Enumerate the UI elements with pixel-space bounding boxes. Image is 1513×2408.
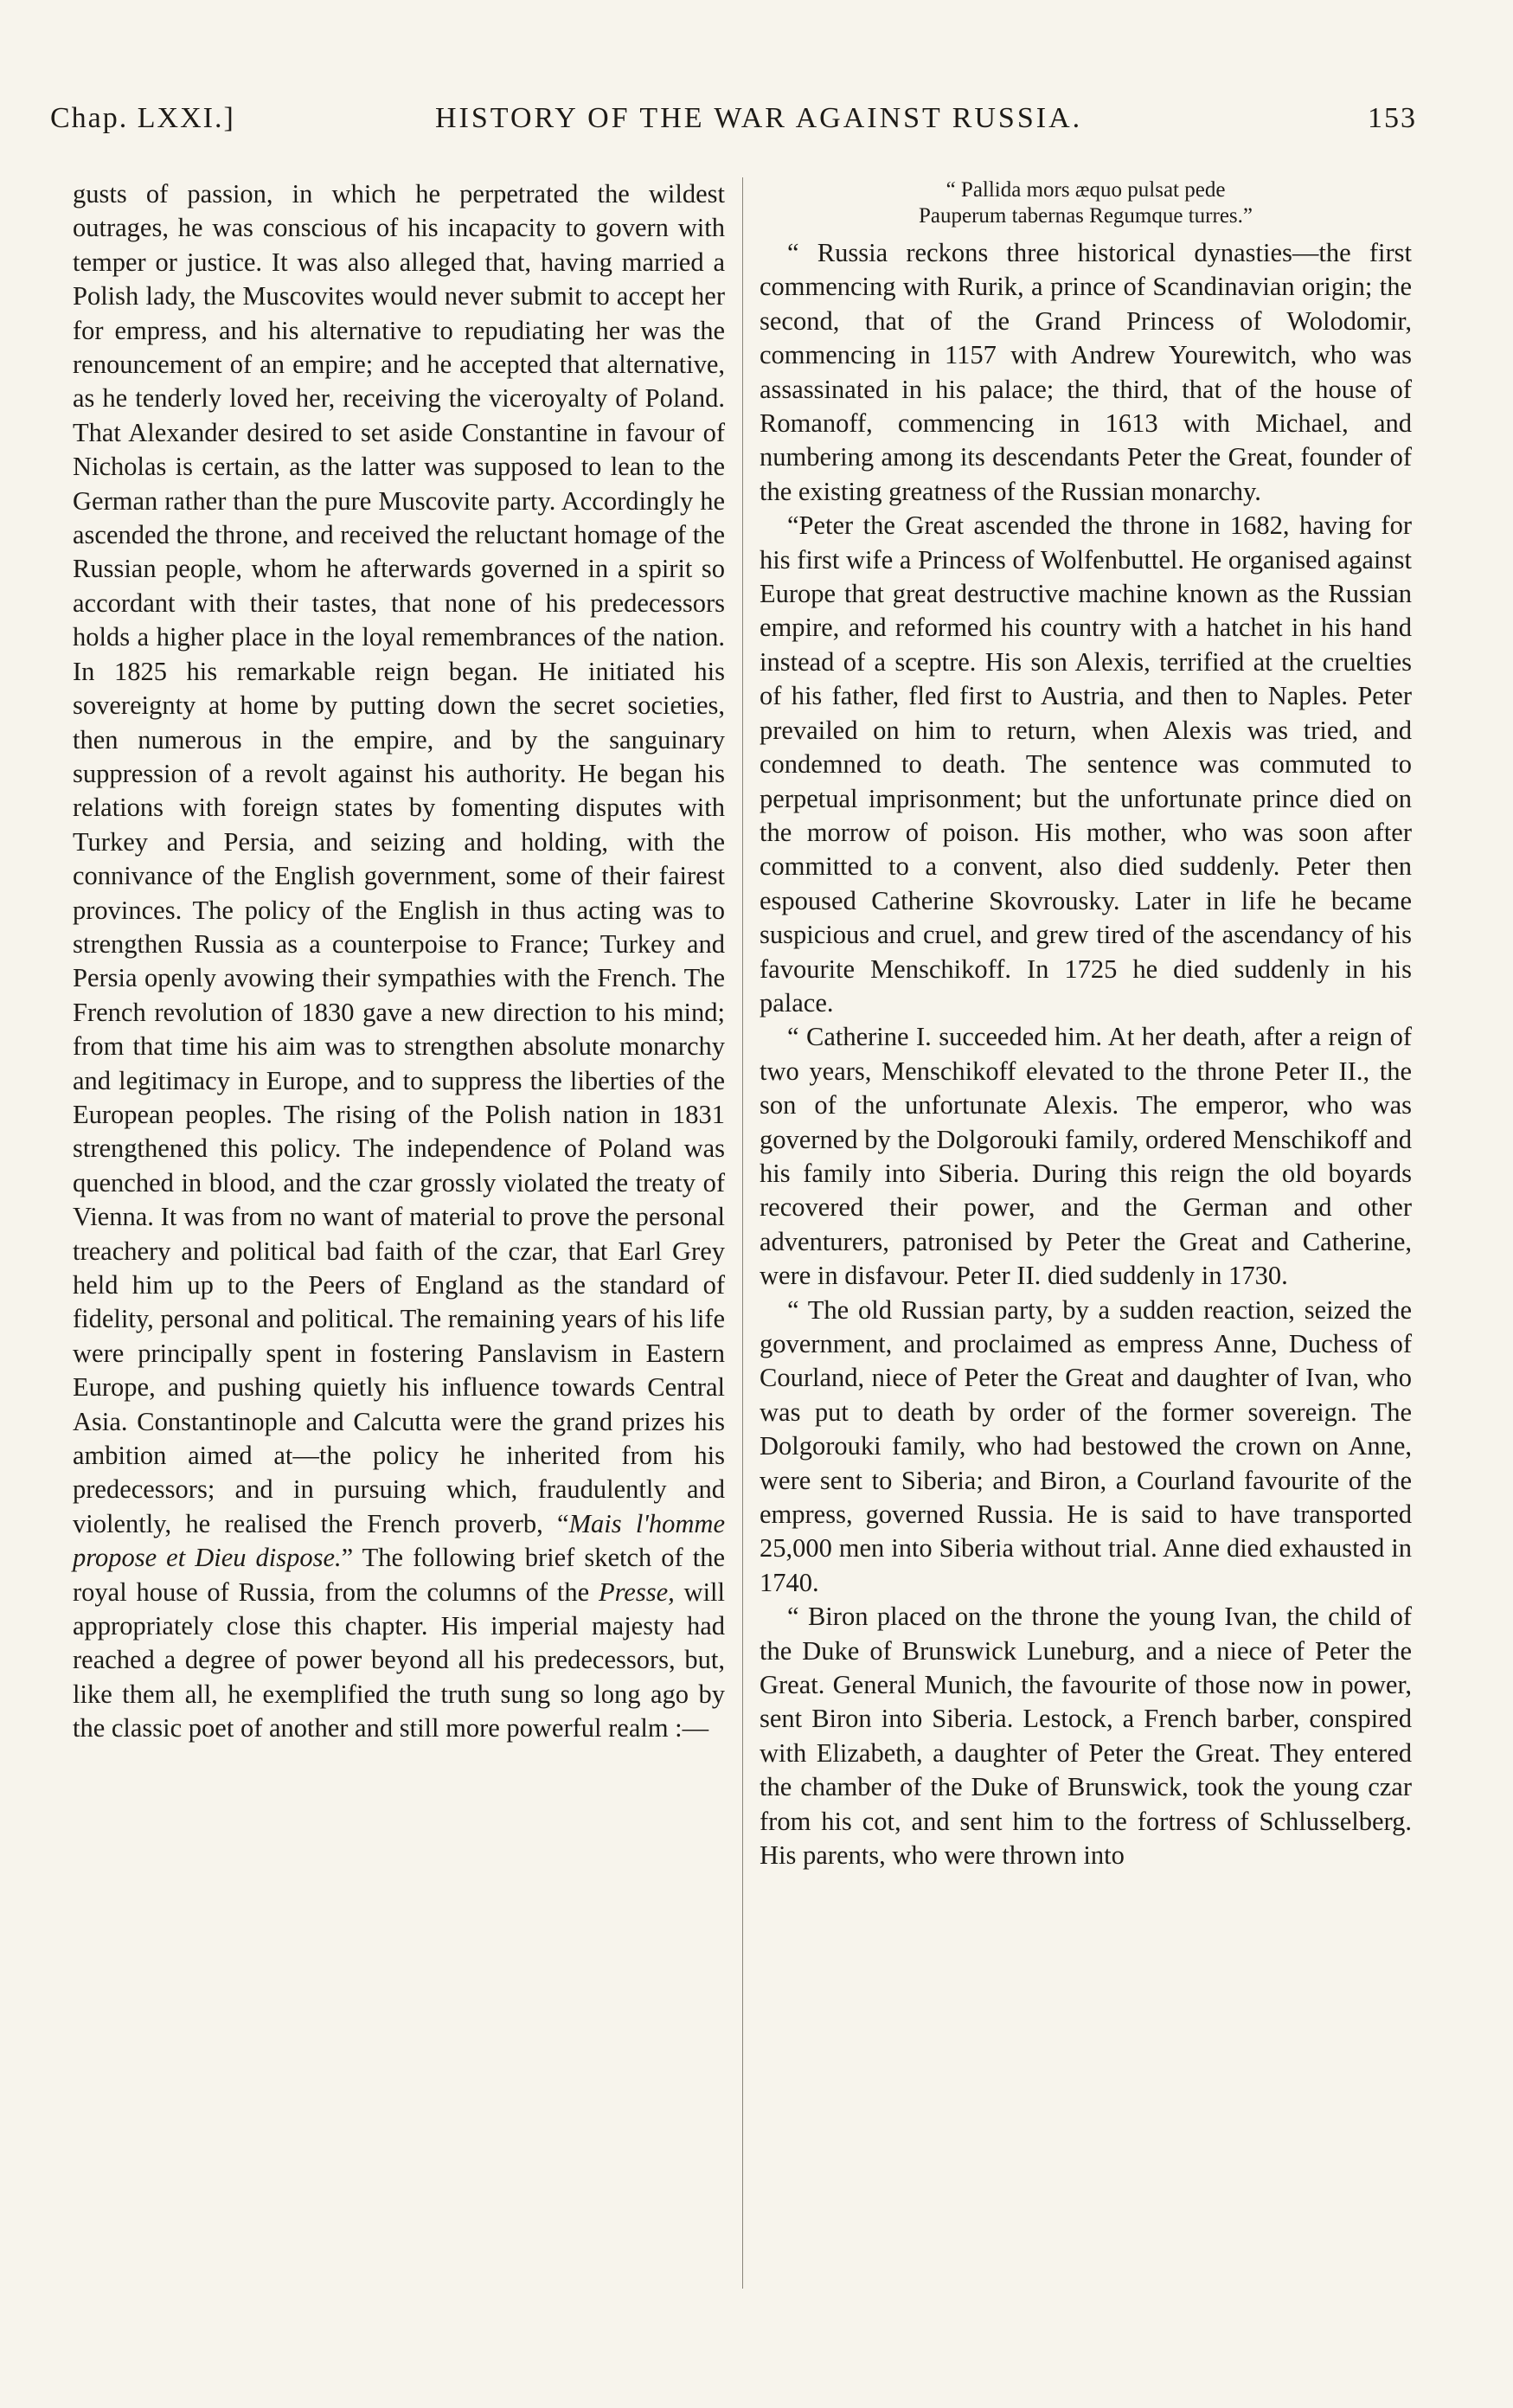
- right-column: [760, 177, 1412, 1873]
- page-number: 153: [1368, 102, 1417, 134]
- latin-quote: [760, 177, 1412, 229]
- page-header: [50, 102, 1417, 145]
- chapter-label: Chap. LXXI.]: [50, 102, 235, 134]
- paragraph-peter-the-great: “Peter the Great ascended the throne in 1682, having for his first wife a Princess of Wolfenbuttel. He organised against Europe that great destructive machine known as the Russian empire, and reformed his country with a hatchet in his hand instead of a sceptre. His son Alexis, terrified at the cruelties of his father, fled first to Austria, and then to Naples. Peter prevailed on him to return, when Alexis was tried, and condemned to death. The sentence was commuted to perpetual imprisonment; but the unfortunate prince died on the morrow of poison. His mother, who was soon after committed to a convent, also died suddenly. Peter then espoused Catherine Skovrousky. Later in life he became suspicious and cruel, and grew tired of the ascendancy of his favourite Menschikoff. In 1725 he died suddenly in his palace.: [760, 510, 1412, 1018]
- running-title: HISTORY OF THE WAR AGAINST RUSSIA.: [435, 102, 1083, 134]
- paragraph-dynasties: “ Russia reckons three historical dynasties—the first commencing with Rurik, a prince of Scandinavian origin; the second, that of the Grand Princess of Wolodomir, commencing in 1157 with Andrew Yourewitch, who was assassinated in his palace; the third, that of the house of Romanoff, commencing in 1613 with Michael, and numbering among its descendants Peter the Great, founder of the existing greatness of the Russian monarchy.: [760, 238, 1412, 506]
- left-text-b: ” The following brief sketch of the royal house of Russia, from the columns of the: [73, 1543, 725, 1607]
- paragraph-catherine: “ Catherine I. succeeded him. At her death, after a reign of two years, Menschikoff elevated to the throne Peter II., the son of the unfortunate Alexis. The emperor, who was governed by the Dolgorouki family, ordered Menschikoff and his family into Siberia. During this reign the old boyards recovered their power, and the German and other adventurers, patronised by Peter the Great and Catherine, were in disfavour. Peter II. died suddenly in 1730.: [760, 1022, 1412, 1291]
- column-divider: [742, 177, 743, 2289]
- quote-line-1: “ Pallida mors æquo pulsat pede: [946, 178, 1226, 202]
- paragraph-anne: “ The old Russian party, by a sudden reaction, seized the government, and proclaimed as empress Anne, Duchess of Courland, niece of Peter the Great and daughter of Ivan, who was put to death by order of the former sovereign. The Dolgorouki family, who had bestowed the crown on Anne, were sent to Siberia; and Biron, a Courland favourite of the empress, governed Russia. He is said to have transported 25,000 men into Siberia without trial. Anne died exhausted in 1740.: [760, 1294, 1412, 1597]
- left-paragraph: [73, 177, 725, 1746]
- french-proverb: Mais l'homme propose et Dieu dispose.: [73, 1508, 725, 1573]
- presse-title: Presse,: [598, 1576, 675, 1607]
- quote-line-2: Pauperum tabernas Regumque turres.”: [919, 204, 1253, 228]
- left-text-a: gusts of passion, in which he perpetrated the wildest outrages, he was conscious of his incapacity to govern with temper or justice. It was also alleged that, having married a Polish lady, the Muscovites would never submit to accept her for empress, and his alternative to repudiating her was the renouncement of an empire; and he accepted that alternative, as he tenderly loved her, receiving the viceroyalty of Poland. That Alexander desired to set aside Constantine in favour of Nicholas is certain, as the latter was supposed to lean to the German rather than the pure Muscovite party. Accordingly he ascended the throne, and received the reluctant homage of the Russian people, whom he afterwards governed in a spirit so accordant with their tastes, that none of his predecessors holds a higher place in the loyal remembrances of the nation. In 1825 his remarkable reign began. He initiated his sovereignty at home by putting down the secret societies, then numerous in the empire, and by the sanguinary suppression of a revolt against his authority. He began his relations with foreign states by fomenting disputes with Turkey and Persia, and seizing and holding, with the connivance of the English government, some of their fairest provinces. The policy of the English in thus acting was to strengthen Russia as a counterpoise to France; Turkey and Persia openly avowing their sympathies with the French. The French revolution of 1830 gave a new direction to his mind; from that time his aim was to strengthen absolute monarchy and legitimacy in Europe, and to suppress the liberties of the European peoples. The rising of the Polish nation in 1831 strengthened this policy. The independence of Poland was quenched in blood, and the czar grossly violated the treaty of Vienna. It was from no want of material to prove the personal treachery and political bad faith of the czar, that Earl Grey held him up to the Peers of England as the standard of fidelity, personal and political. The remaining years of his life were principally spent in fostering Panslavism in Eastern Europe, and pushing quietly his influence towards Central Asia. Constantinople and Calcutta were the grand prizes his ambition aimed at—the policy he inherited from his predecessors; and in pursuing which, fraudulently and violently, he realised the French proverb, “: [73, 179, 725, 1538]
- left-column: [73, 177, 725, 1746]
- paragraph-biron: “ Biron placed on the throne the young Ivan, the child of the Duke of Brunswick Luneburg, and a niece of Peter the Great. General Munich, the favourite of those now in power, sent Biron into Siberia. Lestock, a French barber, conspired with Elizabeth, a daughter of Peter the Great. They entered the chamber of the Duke of Brunswick, took the young czar from his cot, and sent him to the fortress of Schlusselberg. His parents, who were thrown into: [760, 1602, 1412, 1871]
- left-text-c: will appropriately close this chapter. His imperial majesty had reached a degree of power beyond all his predecessors, but, like them all, he exemplified the truth sung so long ago by the classic poet of another and still more powerful realm :—: [73, 1576, 725, 1743]
